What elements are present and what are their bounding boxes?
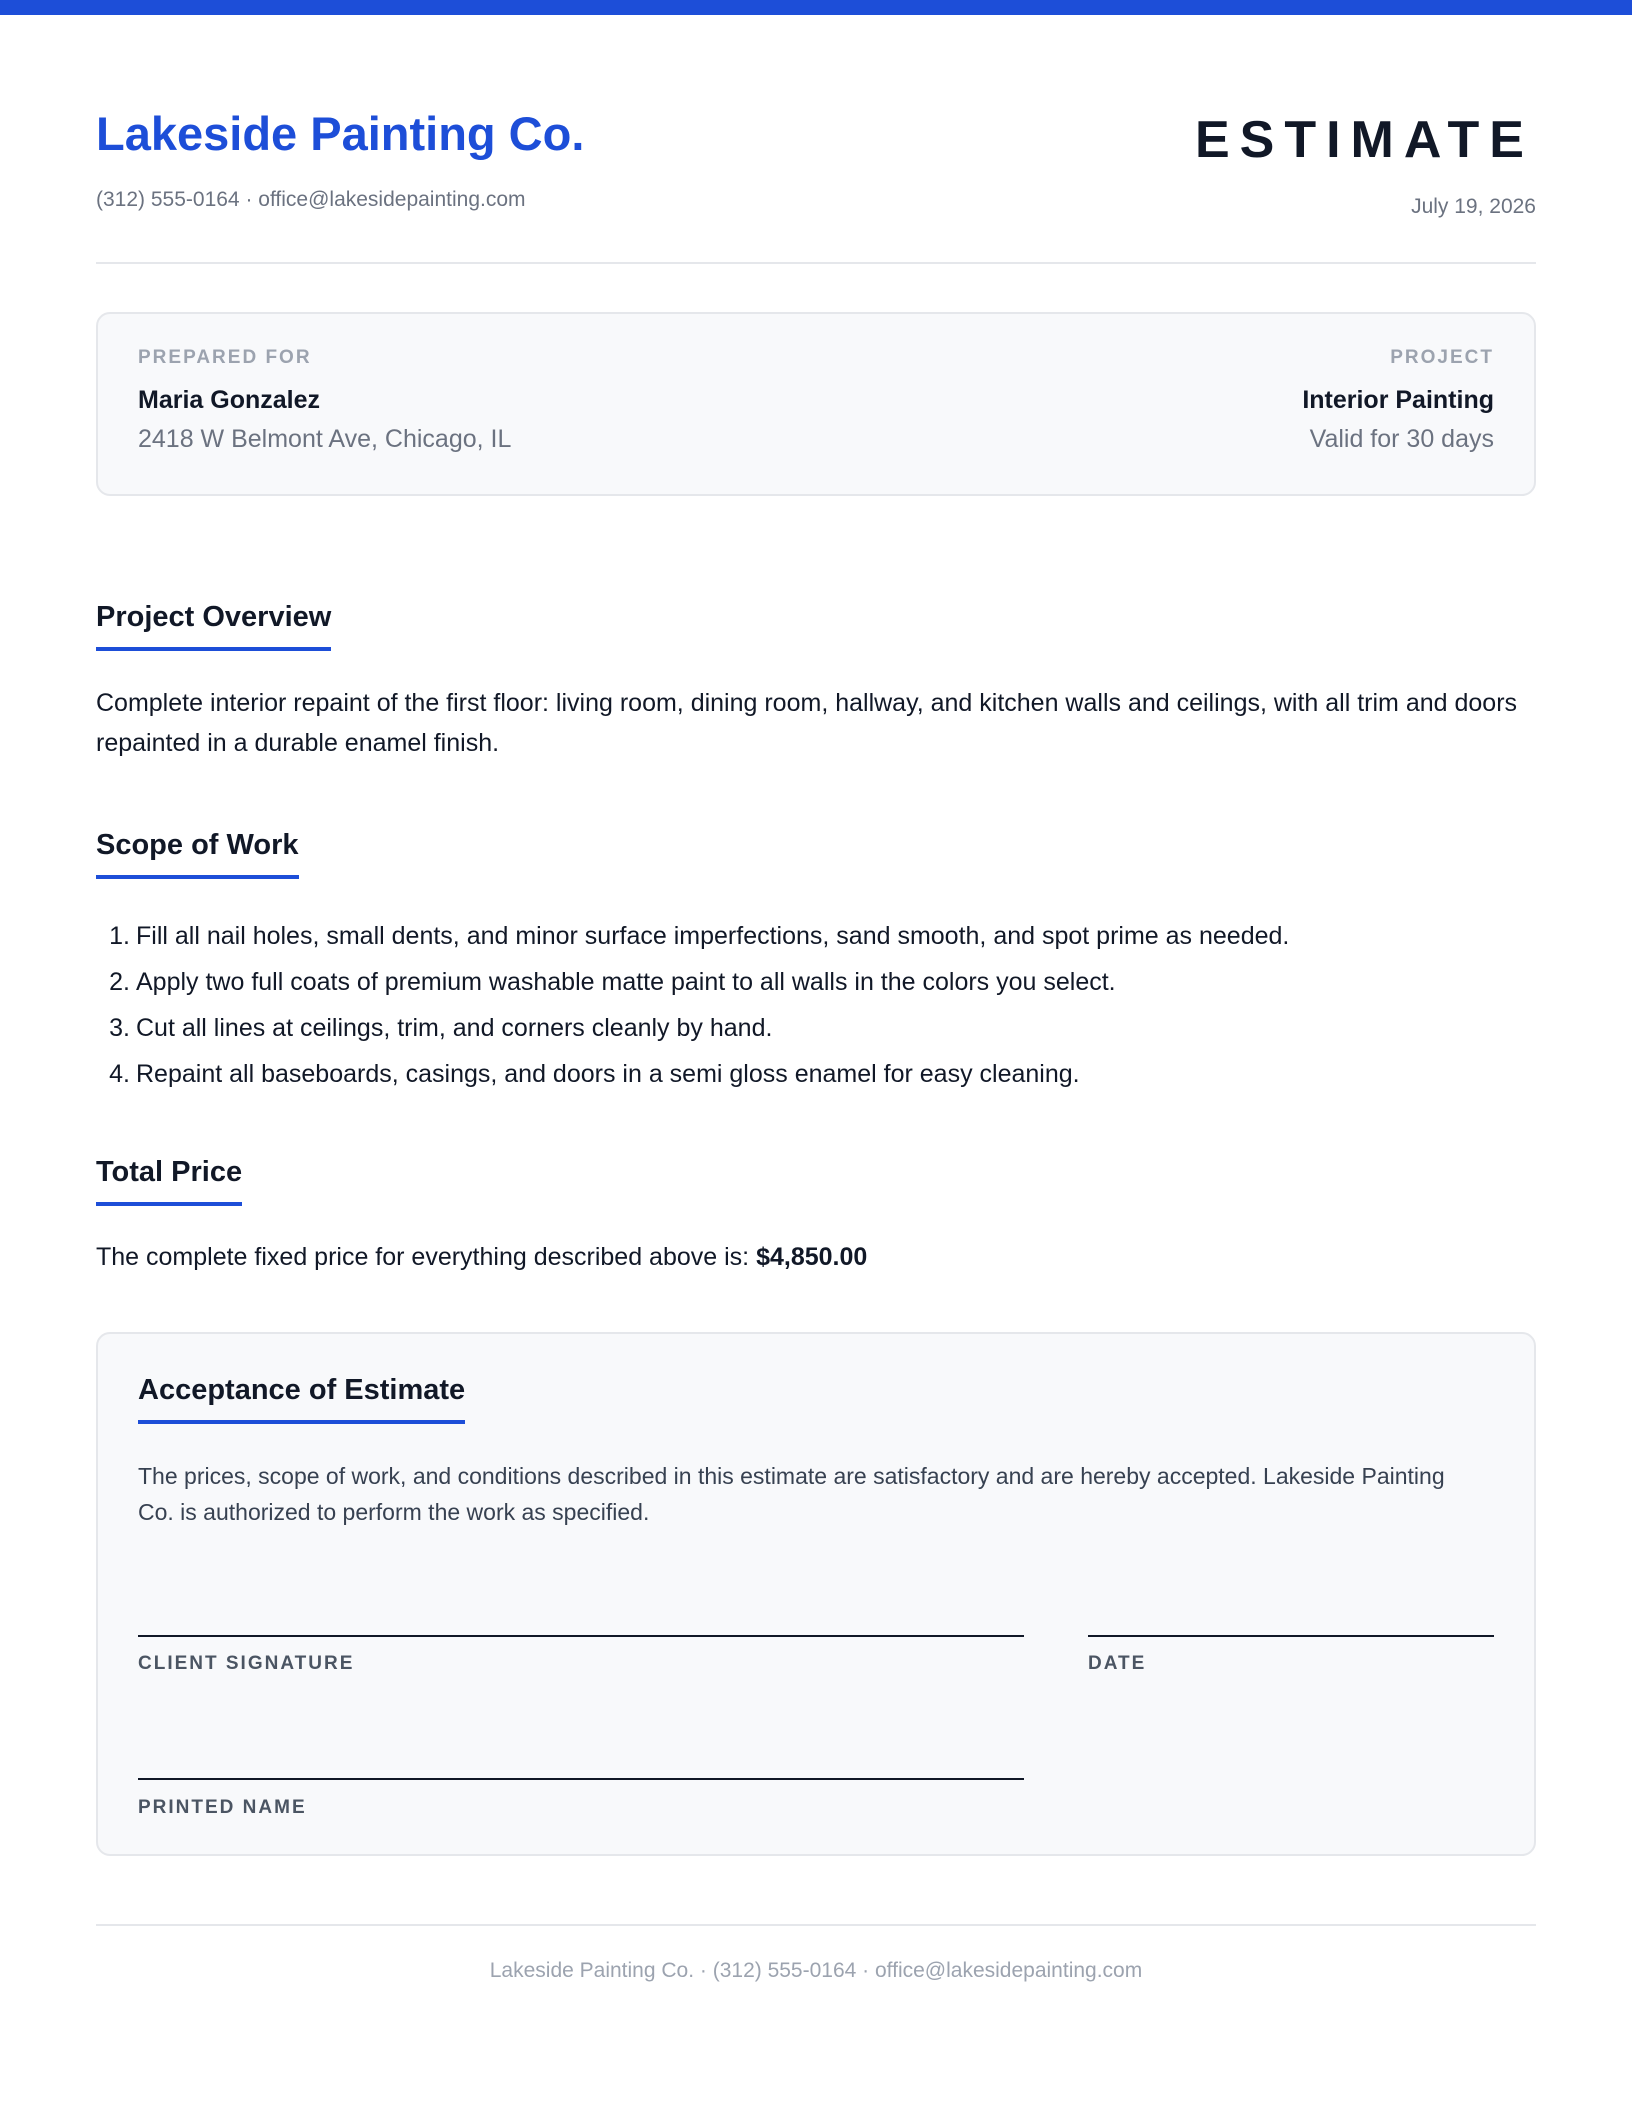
scope-item	[96, 959, 1536, 1005]
header-divider	[96, 262, 1536, 264]
scope-item-text: Repaint all baseboards, casings, and doors in a semi gloss enamel for easy cleaning.	[136, 1060, 1080, 1088]
acceptance-box	[96, 1332, 1536, 1856]
project-validity: Valid for 30 days	[1309, 425, 1494, 453]
scope-item-number: 2.	[109, 968, 130, 996]
overview-title: Project Overview	[96, 599, 331, 651]
printed-name-line[interactable]	[138, 1778, 1024, 1780]
total-price-text: The complete fixed price for everything described above is:	[96, 1243, 757, 1271]
client-signature-label: CLIENT SIGNATURE	[138, 1653, 355, 1674]
scope-item	[96, 1005, 1536, 1051]
total-price-amount: $4,850.00	[756, 1243, 868, 1271]
project-label: PROJECT	[1390, 347, 1494, 368]
client-name: Maria Gonzalez	[138, 386, 320, 414]
footer-text: Lakeside Painting Co. · (312) 555-0164 · office@lakesidepainting.com	[489, 1959, 1143, 1982]
scope-title: Scope of Work	[96, 827, 299, 879]
document-header	[96, 104, 1536, 264]
acceptance-text: The prices, scope of work, and conditions described in this estimate are satisfactory and are hereby accepted. Lakeside Painting Co. is authorized to perform the work as specified.	[138, 1463, 1445, 1525]
project-name: Interior Painting	[1302, 386, 1494, 414]
top-accent-bar	[0, 0, 1632, 15]
client-project-box	[96, 312, 1536, 496]
scope-item-number: 4.	[109, 1060, 130, 1088]
document-title: ESTIMATE	[1194, 111, 1534, 169]
date-label: DATE	[1088, 1653, 1147, 1674]
company-name: Lakeside Painting Co.	[96, 107, 585, 160]
company-contact: (312) 555-0164 · office@lakesidepainting.com	[96, 188, 526, 211]
client-signature-line[interactable]	[138, 1635, 1024, 1637]
scope-item-number: 3.	[109, 1014, 130, 1042]
scope-list	[96, 913, 1536, 1097]
scope-item-text: Apply two full coats of premium washable matte paint to all walls in the colors you select.	[136, 968, 1116, 996]
scope-item	[96, 1051, 1536, 1097]
scope-item	[96, 913, 1536, 959]
date-line[interactable]	[1088, 1635, 1494, 1637]
scope-item-text: Fill all nail holes, small dents, and minor surface imperfections, sand smooth, and spot prime as needed.	[136, 922, 1290, 950]
overview-text: Complete interior repaint of the first floor: living room, dining room, hallway, and kitchen walls and ceilings, with all trim and doors repainted in a durable enamel finish.	[96, 689, 1518, 757]
total-price-line	[96, 1237, 867, 1277]
client-address: 2418 W Belmont Ave, Chicago, IL	[138, 425, 512, 453]
footer-divider	[96, 1924, 1536, 1926]
prepared-for-label: PREPARED FOR	[138, 347, 312, 368]
scope-item-number: 1.	[109, 922, 130, 950]
scope-item-text: Cut all lines at ceilings, trim, and corners cleanly by hand.	[136, 1014, 773, 1042]
acceptance-title: Acceptance of Estimate	[138, 1372, 465, 1424]
document-date: July 19, 2026	[1411, 195, 1536, 218]
total-title: Total Price	[96, 1154, 242, 1206]
printed-name-label: PRINTED NAME	[138, 1797, 307, 1818]
